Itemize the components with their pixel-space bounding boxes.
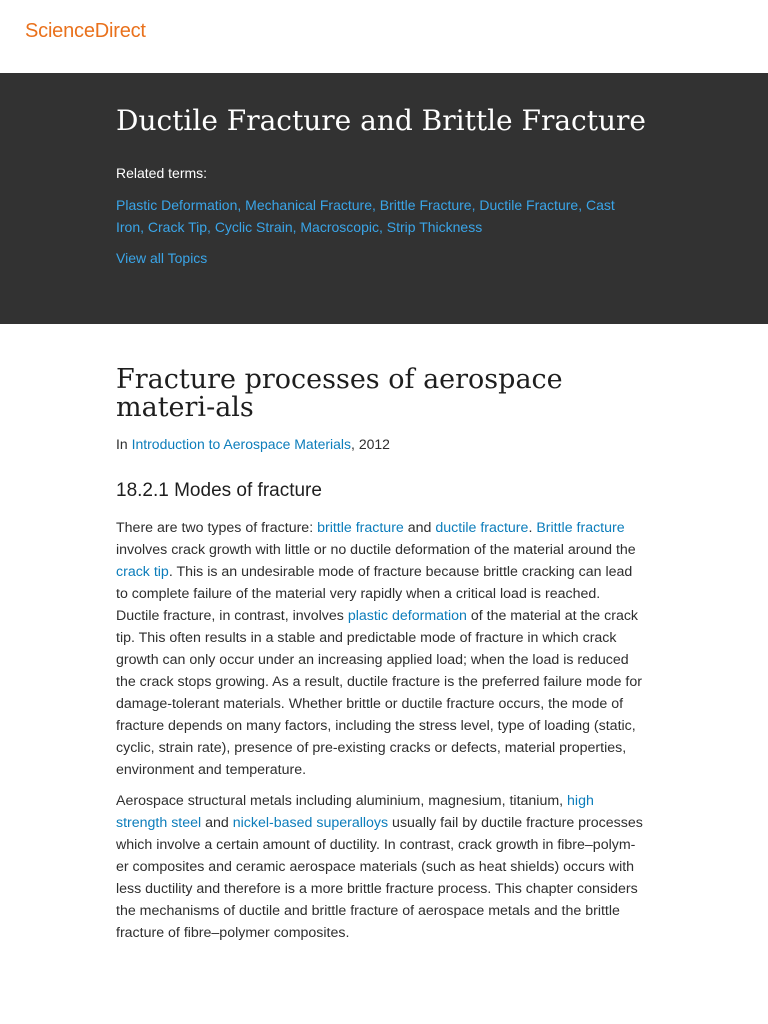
related-term-separator: ,: [140, 219, 148, 235]
related-term-separator: ,: [378, 219, 387, 235]
topic-header: [0, 73, 768, 324]
related-term-separator: ,: [578, 197, 586, 213]
related-term-strip-thickness[interactable]: Strip Thickness: [386, 219, 483, 235]
topic-title: Ductile Fracture and Brittle Fracture: [116, 104, 646, 137]
related-term-separator: ,: [372, 197, 380, 213]
related-terms-label: Related terms:: [116, 165, 208, 181]
high-strength-steel-link[interactable]: high strength steel: [116, 793, 594, 831]
source-prefix: In: [116, 436, 132, 452]
p1-text-5: . This is an undesirable mode of fracture because brittle cracking can lead to complete failure of the material very rapidly when a critical load is reached. Ductile fracture, in contrast, involves: [116, 564, 633, 624]
related-term-separator: ,: [292, 219, 301, 235]
related-term-brittle-fracture[interactable]: Brittle Fracture: [379, 197, 472, 213]
top-bar: [0, 0, 768, 73]
nickel-based-superalloys-link[interactable]: nickel-based superalloys: [232, 815, 389, 831]
brittle-fracture-link[interactable]: brittle fracture: [317, 520, 404, 536]
p1-text-1: There are two types of fracture:: [116, 520, 318, 536]
brittle-fracture-link-2[interactable]: Brittle fracture: [536, 520, 625, 536]
related-term-separator: ,: [207, 219, 215, 235]
p2-text-3: usually fail by ductile fracture processes which involve a certain amount of ductility. In contrast, crack growth in fibre–polym-er composites and ceramic aerospace materials (such as heat shields) occurs with less ductility and therefore is a more brittle fracture process. This chapter considers the mechanisms of ductile and brittle fracture of aerospace metals and the brittle fracture of fibre–polymer composites.: [116, 815, 643, 941]
article-source: [116, 436, 644, 452]
section-heading: 18.2.1 Modes of fracture: [116, 480, 322, 501]
paragraph-1: [116, 517, 644, 781]
related-term-ductile-fracture[interactable]: Ductile Fracture: [479, 197, 579, 213]
related-term-cast-iron[interactable]: Cast Iron: [116, 197, 615, 235]
p1-text-4: involves crack growth with little or no ductile deformation of the material around the: [116, 542, 636, 558]
related-term-cyclic-strain[interactable]: Cyclic Strain: [214, 219, 293, 235]
related-term-mechanical-fracture[interactable]: Mechanical Fracture: [245, 197, 372, 213]
related-term-separator: ,: [237, 197, 246, 213]
article-section: [0, 324, 644, 944]
related-term-crack-tip[interactable]: Crack Tip: [147, 219, 208, 235]
p1-text-2: and: [403, 520, 436, 536]
related-terms-list: [116, 194, 636, 238]
p1-text-3: .: [528, 520, 537, 536]
sciencedirect-logo[interactable]: ScienceDirect: [25, 20, 146, 42]
source-book-link[interactable]: Introduction to Aerospace Materials: [131, 436, 352, 452]
related-term-separator: ,: [471, 197, 480, 213]
p1-text-6: of the material at the crack tip. This often results in a stable and predictable mode of fracture in which crack growth can only occur under an increasing applied load; when the load is reduced the crack stops growing. As a result, ductile fracture is the preferred failure mode for damage-tolerant materials. Whether brittle or ductile fracture occurs, the mode of fracture depends on many factors, including the stress level, type of loading (static, cyclic, strain rate), presence of pre-existing cracks or defects, material properties, environment and temperature.: [116, 608, 642, 778]
p2-text-1: Aerospace structural metals including aluminium, magnesium, titanium,: [116, 793, 568, 809]
ductile-fracture-link[interactable]: ductile fracture: [435, 520, 529, 536]
related-term-macroscopic[interactable]: Macroscopic: [300, 219, 379, 235]
p2-text-2: and: [201, 815, 233, 831]
crack-tip-link[interactable]: crack tip: [116, 564, 169, 580]
paragraph-2: [116, 790, 644, 944]
article-title[interactable]: Fracture processes of aerospace materi-als: [116, 364, 563, 423]
view-all-topics-link[interactable]: View all Topics: [116, 250, 208, 266]
related-term-plastic-deformation[interactable]: Plastic Deformation: [116, 197, 238, 213]
plastic-deformation-link[interactable]: plastic deformation: [347, 608, 467, 624]
source-year: , 2012: [351, 436, 390, 452]
